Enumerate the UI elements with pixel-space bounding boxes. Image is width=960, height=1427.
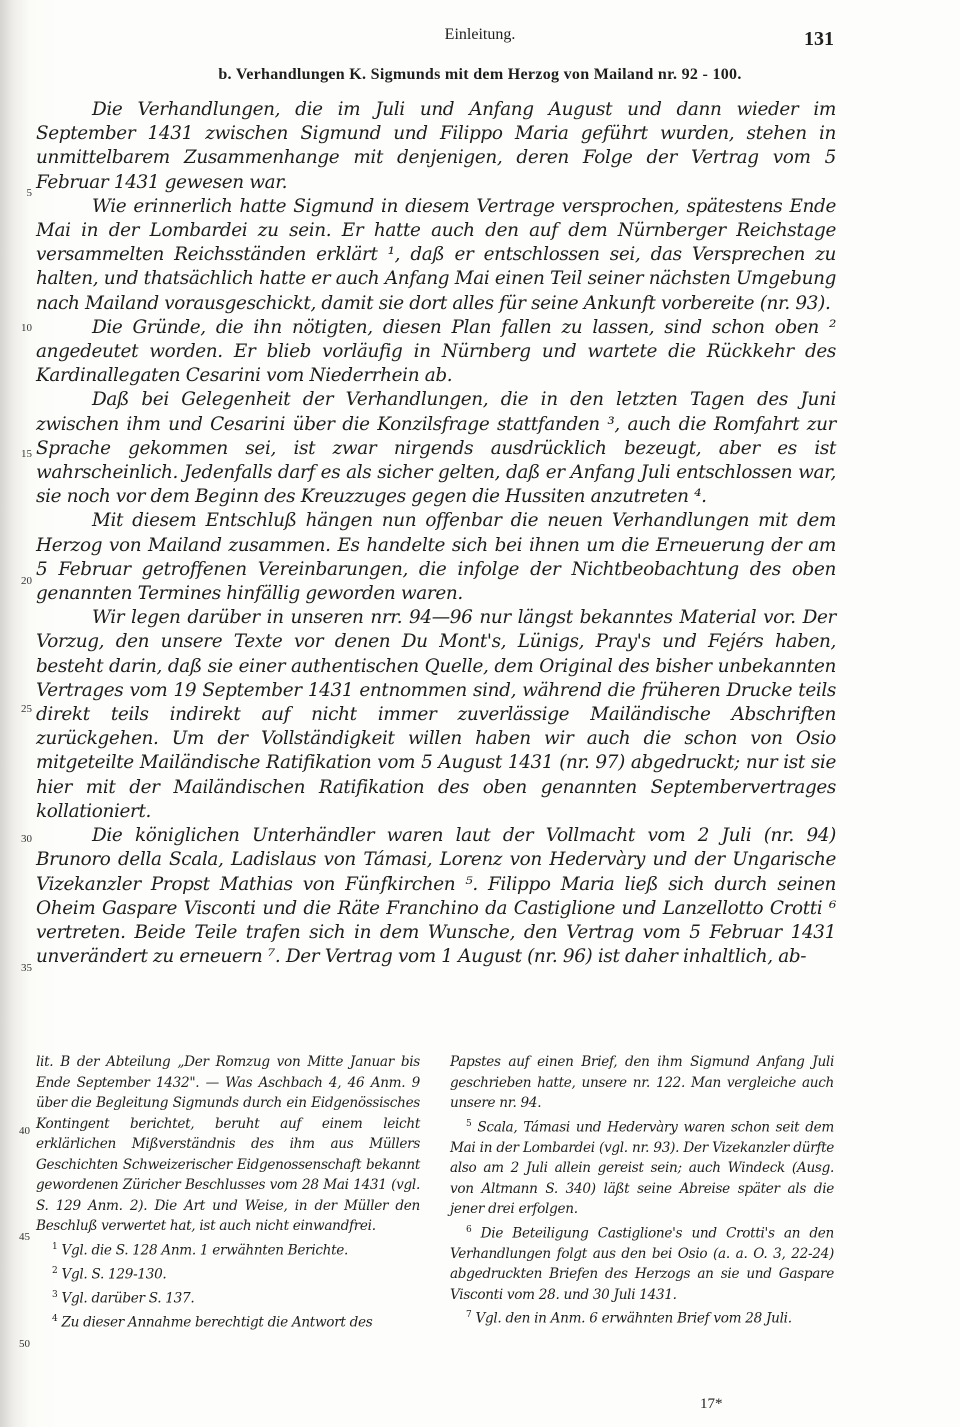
footnote-line-number: 40 — [19, 1125, 30, 1137]
line-number: 15 — [21, 448, 32, 460]
footnote-continuation: Papstes auf einen Brief, den ihm Sigmund Anfang Juli geschrieben hatte, unsere nr. 122. Man vergleiche auch unsere nr. 94. — [450, 1054, 834, 1111]
line-number: 35 — [21, 962, 32, 974]
footnote: $^5$ Scala, Támasi und Hedervàry waren schon seit dem Mai in der Lombardei (vgl. nr. 93). Der Vizekanzler dürfte also am 2 Juli allein gereist sein; auch Windeck (Ausg. von Altmann S. 340) läßt seine Abreise später als die jener drei erfolgen. — [450, 1118, 834, 1218]
footnote: $^7$ Vgl. den in Anm. 6 erwähnten Brief vom 28 Juli. — [466, 1310, 792, 1327]
footnote-line-number: 45 — [19, 1231, 30, 1243]
line-number: 10 — [21, 322, 32, 334]
footnote-column-left — [36, 1052, 420, 1333]
paragraph: Die Gründe, die ihn nötigten, diesen Plan fallen zu lassen, sind schon oben ² angedeutet worden. Er blieb vorläufig in Nürnberg und wartete die Rückkehr des Kardinallegaten Cesarini vom Niederrhein ab. — [36, 316, 836, 387]
footnote: $^1$ Vgl. die S. 128 Anm. 1 erwähnten Berichte. — [52, 1241, 349, 1259]
line-number: 20 — [21, 575, 32, 587]
footnote: $^2$ Vgl. S. 129-130. — [52, 1265, 167, 1283]
footnote-column-right — [450, 1052, 834, 1329]
footnote: $^3$ Vgl. darüber S. 137. — [52, 1289, 195, 1307]
paragraph: Die Verhandlungen, die im Juli und Anfang August und dann wieder im September 1431 zwischen Sigmund und Filippo Maria geführt wurden, stehen in unmittelbarem Zusammenhange mit denjenigen, deren Folge der Vertrag vom 5 Februar 1431 gewesen war. — [36, 99, 836, 193]
page-number: 131 — [804, 28, 834, 50]
paragraph: Wir legen darüber in unseren nrr. 94—96 nur längst bekanntes Material vor. Der Vorzug, den unsere Texte vor denen Du Mont's, Lünigs, Pray's und Fejérs haben, besteht darin, daß sie einer authentischen Quelle, dem Original des bisher unbekannten Vertrages vom 19 September 1431 entnommen sind, während die früheren Drucke teils direkt teils indirekt auf nicht immer zuverlässige Mailändische Abschriften zurückgehen. Um der Vollständigkeit willen haben wir auch die schon von Osio mitgeteilte Mailändische Ratifikation vom 5 August 1431 (nr. 97) abgedruckt; nur ist sie hier mit der Mailändischen Ratifikation des oben genannten Septembervertrages kollationiert. — [36, 607, 836, 822]
footnote: $^6$ Die Beteiligung Castiglione's und Crotti's an den Verhandlungen folgt aus den bei Osio (a. a. O. 3, 22-24) abgedruckten Briefen des Herzogs an sie und Gaspare Visconti vom 28. und 30 Juli 1431. — [450, 1224, 834, 1303]
footnote: $^4$ Zu dieser Annahme berechtigt die Antwort des — [52, 1313, 373, 1331]
running-head: Einleitung. — [444, 26, 516, 43]
paragraph: Daß bei Gelegenheit der Verhandlungen, die in den letzten Tagen des Juni zwischen ihm und Cesarini über die Konzilsfrage stattfanden ³, auch die Romfahrt zur Sprache gekommen sei, ist zwar nirgends ausdrücklich bezeugt, aber es ist wahrscheinlich. Jedenfalls darf es als sicher gelten, daß er Anfang Juli entschlossen war, sie noch vor dem Beginn des Kreuzzuges gegen die Hussiten anzutreten ⁴. — [36, 389, 836, 508]
body-text — [36, 98, 836, 969]
footnote-continuation: lit. B der Abteilung „Der Romzug von Mitte Januar bis Ende September 1432". — Was Aschbach 4, 46 Anm. 9 über die Begleitung Sigmunds durch ein Eidgenössisches Kontingent berichtet, beruht auf einem leicht erklärlichen Mißverständnis des ihm aus Müllers Geschichten Schweizerischer Eidgenossenschaft bekannt gewordenen Züricher Beschlusses vom 28 Mai 1431 (vgl. S. 129 Anm. 2). Die Art und Weise, in der Müller den Beschluß verwertet hat, ist auch nicht einwandfrei. — [36, 1054, 420, 1234]
signature-mark: 17* — [700, 1396, 723, 1412]
line-number: 30 — [21, 833, 32, 845]
line-number: 25 — [21, 703, 32, 715]
paragraph: Wie erinnerlich hatte Sigmund in diesem Vertrage versprochen, spätestens Ende Mai in der Lombardei zu sein. Er hatte auch den auf dem Nürnberger Reichstage versammelten Reichsständen erklärt ¹, daß er entschlossen sei, das Versprechen zu halten, und thatsächlich hatte er auch Anfang Mai einen Teil seiner nächsten Umgebung nach Mailand vorausgeschickt, damit sie dort alles für seine Ankunft vorbereite (nr. 93). — [36, 195, 836, 314]
paragraph: Die königlichen Unterhändler waren laut der Vollmacht vom 2 Juli (nr. 94) Brunoro della Scala, Ladislaus von Támasi, Lorenz von Hedervàry und der Ungarische Vizekanzler Propst Mathias von Fünfkirchen ⁵. Filippo Maria ließ sich durch seinen Oheim Gaspare Visconti und die Räte Franchino da Castiglione und Lanzellotto Crotti ⁶ vertreten. Beide Teile trafen sich in dem Wunsche, den Vertrag vom 5 Februar 1431 unverändert zu erneuern ⁷. Der Vertrag vom 1 August (nr. 96) ist daher inhaltlich, ab- — [36, 825, 836, 968]
footnote-line-number: 50 — [19, 1338, 30, 1350]
section-heading: b. Verhandlungen K. Sigmunds mit dem Herzog von Mailand nr. 92 - 100. — [218, 66, 742, 83]
line-number: 5 — [26, 187, 32, 199]
paragraph: Mit diesem Entschluß hängen nun offenbar die neuen Verhandlungen mit dem Herzog von Mailand zusammen. Es handelte sich bei ihnen um die Erneuerung der am 5 Februar getroffenen Vereinbarungen, die infolge der Nichtbeobachtung des oben genannten Termines hinfällig geworden waren. — [36, 510, 836, 605]
